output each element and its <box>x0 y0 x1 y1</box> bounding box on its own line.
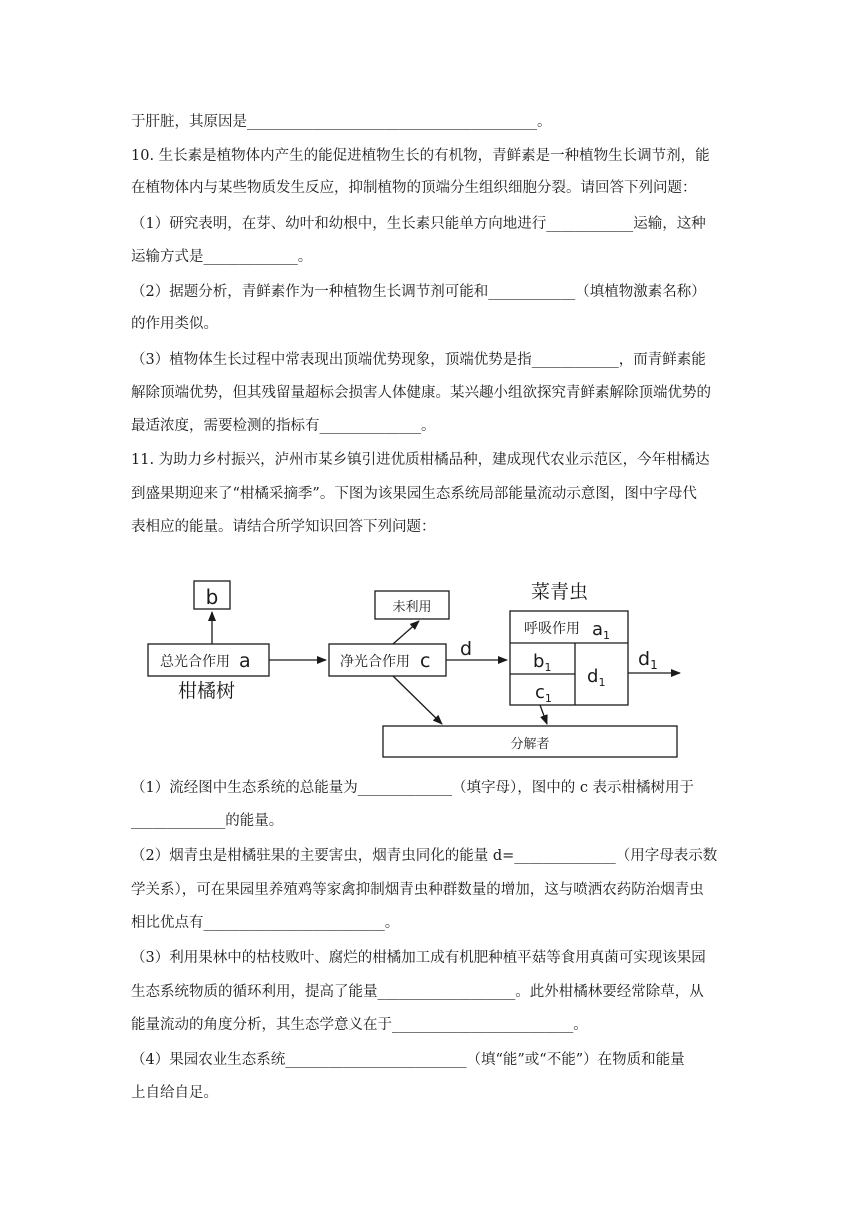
question-10-part-3-c: 最适浓度，需要检测的指标有______________。 <box>131 418 436 434</box>
label-b: b <box>205 585 219 609</box>
label-a: a <box>239 650 251 672</box>
question-10-part-1-b: 运输方式是_____________。 <box>131 249 313 265</box>
label-d: d <box>460 638 473 660</box>
label-net-photosynthesis: 净光合作用 <box>340 654 410 670</box>
question-11-part-2-b: 学关系），可在果园里养殖鸡等家禽抑制烟青虫种群数量的增加，这与喷洒农药防治烟青虫 <box>131 882 704 898</box>
question-11-part-2-c: 相比优点有_________________________。 <box>131 915 400 931</box>
question-11-part-4-a: （4）果园农业生态系统_________________________（填“能”或“不能”）在物质和能量 <box>131 1052 685 1068</box>
label-d1-inner: $d_1$ <box>587 666 606 689</box>
text-line-liver: 于肝脏，其原因是________________________________________。 <box>131 114 552 130</box>
question-10-part-3-b: 解除顶端优势，但其残留量超标会损害人体健康。某兴趣小组欲探究青鲜素解除顶端优势的 <box>131 385 711 401</box>
label-c: c <box>420 650 431 672</box>
arrow-net-to-unused <box>393 621 419 644</box>
question-11-part-3-a: （3）利用果林中的枯枝败叶、腐烂的柑橘加工成有机肥种植平菇等食用真菌可实现该果园 <box>131 950 706 966</box>
question-11-part-1-a: （1）流经图中生态系统的总能量为_____________（填字母），图中的 c 表示柑橘树用于 <box>131 780 695 796</box>
arrow-c1-to-decomposer <box>540 705 547 724</box>
label-c1: $c_1$ <box>535 682 552 705</box>
label-b1: $b_1$ <box>533 651 552 674</box>
arrow-net-to-decomposer <box>393 676 442 724</box>
question-10-intro-1: 10. 生长素是植物体内产生的能促进植物生长的有机物，青鲜素是一种植物生长调节剂，能 <box>131 148 710 164</box>
label-insect-title: 菜青虫 <box>531 581 589 603</box>
label-respiration: 呼吸作用 <box>524 621 580 637</box>
label-total-photosynthesis: 总光合作用 <box>160 654 230 670</box>
energy-flow-diagram <box>0 560 860 770</box>
question-10-part-3-a: （3）植物体生长过程中常表现出顶端优势现象，顶端优势是指____________，而青鲜素能 <box>131 352 706 368</box>
label-d1-out: $d_1$ <box>638 648 658 672</box>
question-11-intro-1: 11. 为助力乡村振兴，泸州市某乡镇引进优质柑橘品种，建成现代农业示范区，今年柑橘达 <box>131 452 710 468</box>
question-11-part-2-a: （2）烟青虫是柑橘驻果的主要害虫，烟青虫同化的能量 d=______________（用字母表示数 <box>131 848 718 864</box>
question-11-part-4-b: 上自给自足。 <box>131 1085 218 1101</box>
question-10-part-1-a: （1）研究表明，在芽、幼叶和幼根中，生长素只能单方向地进行____________运输，这种 <box>131 216 706 232</box>
question-11-intro-3: 表相应的能量。请结合所学知识回答下列问题： <box>131 519 436 535</box>
label-decomposer: 分解者 <box>510 737 550 752</box>
question-10-intro-2: 在植物体内与某些物质发生反应，抑制植物的顶端分生组织细胞分裂。请回答下列问题： <box>131 180 697 196</box>
question-10-part-2-a: （2）据题分析，青鲜素作为一种植物生长调节剂可能和____________（填植物激素名称） <box>131 284 706 300</box>
question-11-part-3-b: 生态系统物质的循环利用，提高了能量___________________。此外柑橘林要经常除草，从 <box>131 984 704 1000</box>
label-citrus-tree: 柑橘树 <box>178 680 236 702</box>
label-unused: 未利用 <box>392 600 432 615</box>
question-11-part-3-c: 能量流动的角度分析，其生态学意义在于_________________________。 <box>131 1017 588 1033</box>
question-10-part-2-b: 的作用类似。 <box>131 316 218 332</box>
question-11-part-1-b: _____________的能量。 <box>131 813 284 829</box>
question-11-intro-2: 到盛果期迎来了“柑橘采摘季”。下图为该果园生态系统局部能量流动示意图，图中字母代 <box>131 486 697 502</box>
label-a1: $a_1$ <box>592 619 611 642</box>
